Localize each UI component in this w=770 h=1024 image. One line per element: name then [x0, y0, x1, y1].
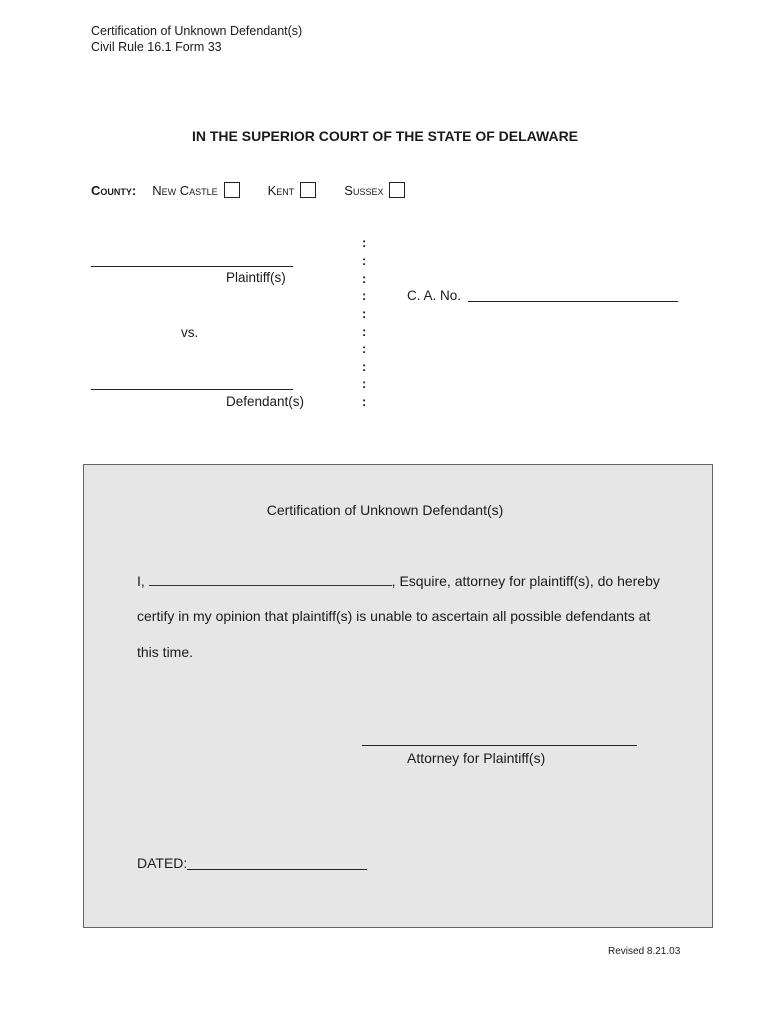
caption-separator: :	[362, 341, 367, 356]
vs-label: vs.	[181, 325, 199, 340]
defendant-label: Defendant(s)	[226, 394, 305, 409]
court-title: IN THE SUPERIOR COURT OF THE STATE OF DELAWARE	[191, 128, 579, 144]
county-selector	[91, 182, 433, 198]
certification-heading: Certification of Unknown Defendant(s)	[266, 502, 504, 518]
attorney-signature-field[interactable]	[362, 745, 637, 746]
caption-separator: :	[362, 394, 367, 409]
case-number-field[interactable]	[468, 301, 678, 302]
caption-separator: :	[362, 359, 367, 374]
plaintiff-label: Plaintiff(s)	[226, 270, 286, 285]
form-rule: Civil Rule 16.1 Form 33	[91, 40, 222, 54]
county-checkbox-kent[interactable]	[300, 182, 316, 198]
certification-prefix: I,	[137, 573, 145, 589]
certification-line-1-suffix: , Esquire, attorney for plaintiff(s), do hereby	[391, 573, 660, 589]
county-checkbox-sussex[interactable]	[389, 182, 405, 198]
caption-separator: :	[362, 306, 367, 321]
dated-label: DATED:	[137, 855, 188, 871]
defendant-name-field[interactable]	[91, 389, 293, 390]
caption-separator: :	[362, 235, 367, 250]
plaintiff-name-field[interactable]	[91, 266, 293, 267]
dated-field[interactable]	[187, 869, 367, 870]
county-checkbox-new-castle[interactable]	[224, 182, 240, 198]
case-number-label: C. A. No.	[407, 288, 462, 303]
county-label: County:	[91, 182, 137, 198]
caption-separator: :	[362, 324, 367, 339]
caption-separator: :	[362, 271, 367, 286]
caption-separator: :	[362, 288, 367, 303]
signature-label: Attorney for Plaintiff(s)	[407, 750, 546, 766]
certification-line-1	[137, 573, 660, 589]
attorney-name-field[interactable]	[149, 585, 392, 586]
caption-separator: :	[362, 376, 367, 391]
form-title: Certification of Unknown Defendant(s)	[91, 24, 303, 38]
caption-separator: :	[362, 253, 367, 268]
certification-line-2: certify in my opinion that plaintiff(s) is unable to ascertain all possible defendants at	[137, 608, 651, 624]
county-option-sussex-label: Sussex	[344, 182, 384, 198]
county-option-new-castle-label: New Castle	[152, 182, 218, 198]
certification-line-3: this time.	[137, 644, 194, 660]
revised-date: Revised 8.21.03	[608, 946, 681, 957]
county-option-kent-label: Kent	[267, 182, 295, 198]
